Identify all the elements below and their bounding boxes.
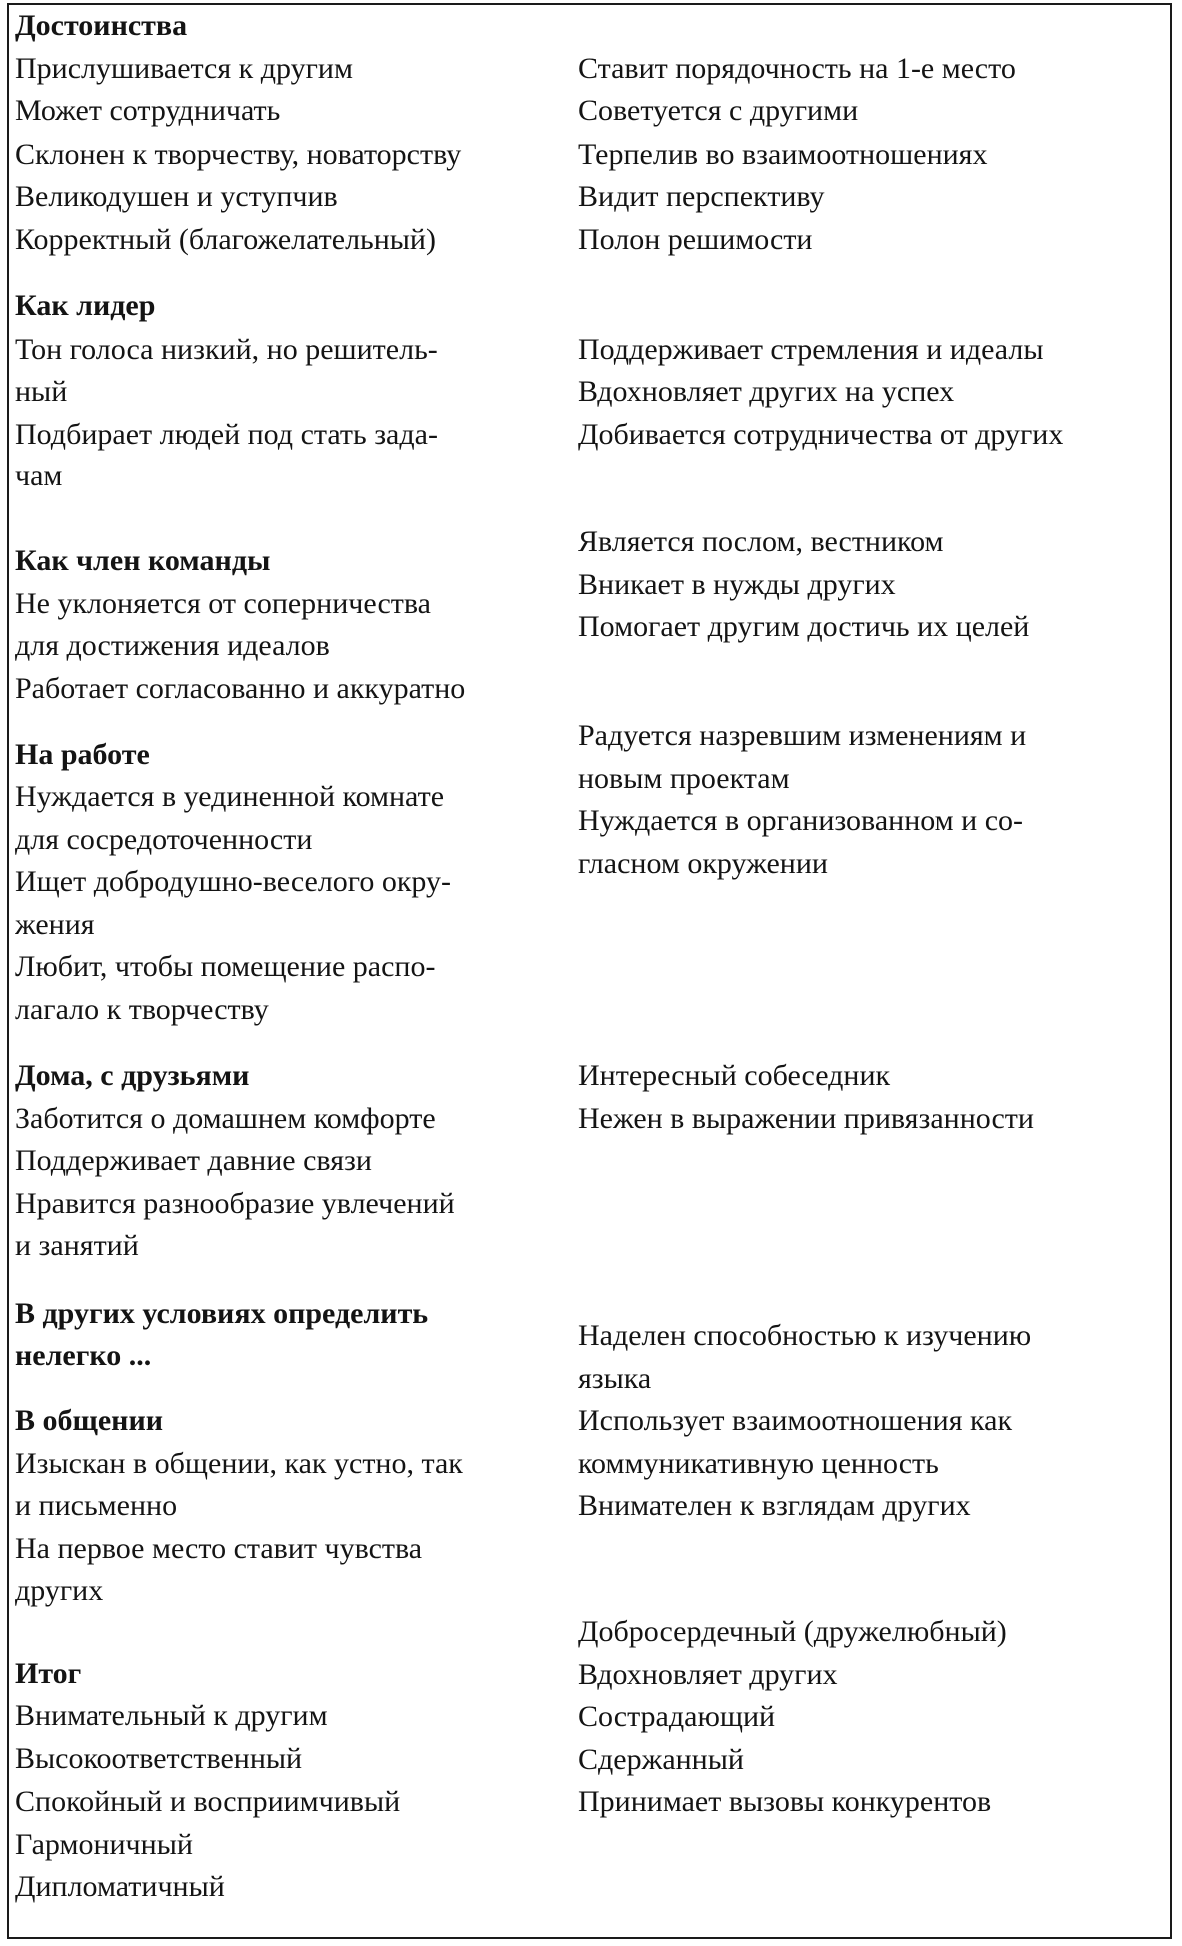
right-item: Добросердечный (дружелюбный) <box>578 1615 1007 1648</box>
section-heading: На работе <box>15 738 150 771</box>
right-item: Наделен способностью к изучению <box>578 1319 1032 1352</box>
left-item: Внимательный к другим <box>15 1699 328 1732</box>
left-item: Нуждается в уединенной комнате <box>15 780 445 813</box>
left-item: для сосредоточенности <box>15 823 313 856</box>
right-item: Добивается сотрудничества от других <box>578 418 1064 451</box>
left-item: Прислушивается к другим <box>15 52 353 85</box>
right-item: Вдохновляет других <box>578 1658 838 1691</box>
left-item: Великодушен и уступчив <box>15 180 338 213</box>
left-item: Изыскан в общении, как устно, так <box>15 1447 463 1480</box>
left-item: Нравится разнообразие увлечений <box>15 1187 455 1220</box>
right-item: коммуникативную ценность <box>578 1447 939 1480</box>
right-item: Сострадающий <box>578 1700 776 1733</box>
left-item: Гармоничный <box>15 1828 193 1861</box>
right-item: Вдохновляет других на успех <box>578 375 955 408</box>
section-heading: нелегко ... <box>15 1339 152 1372</box>
right-item: Интересный собеседник <box>578 1059 891 1092</box>
right-item: Помогает другим достичь их целей <box>578 610 1030 643</box>
right-item: Нуждается в организованном и со- <box>578 804 1024 837</box>
right-item: Видит перспективу <box>578 180 825 213</box>
section-heading: Итог <box>15 1657 82 1690</box>
right-item: Внимателен к взглядам других <box>578 1489 971 1522</box>
right-item: Радуется назревшим изменениям и <box>578 719 1027 752</box>
section-heading: В общении <box>15 1404 164 1437</box>
right-item: Поддерживает стремления и идеалы <box>578 333 1044 366</box>
left-item: чам <box>15 459 63 492</box>
left-item: Поддерживает давние связи <box>15 1144 372 1177</box>
right-item: Нежен в выражении привязанности <box>578 1102 1034 1135</box>
section-heading: Достоинства <box>15 9 188 42</box>
left-item: Корректный (благожелательный) <box>15 223 436 256</box>
left-item: Спокойный и восприимчивый <box>15 1785 401 1818</box>
section-heading: Дома, с друзьями <box>15 1059 250 1092</box>
right-item: Вникает в нужды других <box>578 568 896 601</box>
left-item: Ищет добродушно-веселого окру- <box>15 865 452 898</box>
left-item: Тон голоса низкий, но решитель- <box>15 333 438 366</box>
right-item: Сдержанный <box>578 1743 744 1776</box>
left-item: На первое место ставит чувства <box>15 1532 423 1565</box>
left-item: Высокоответственный <box>15 1742 303 1775</box>
right-item: Ставит порядочность на 1-е место <box>578 52 1016 85</box>
right-item: языка <box>578 1362 652 1395</box>
left-item: для достижения идеалов <box>15 629 330 662</box>
left-item: Дипломатичный <box>15 1870 225 1903</box>
right-item: Советуется с другими <box>578 94 859 127</box>
left-item: и письменно <box>15 1489 178 1522</box>
right-item: гласном окружении <box>578 847 828 880</box>
right-item: Полон решимости <box>578 223 813 256</box>
left-item: Может сотрудничать <box>15 94 281 127</box>
left-item: жения <box>15 908 95 941</box>
right-item: Использует взаимоотношения как <box>578 1404 1013 1437</box>
left-item: лагало к творчеству <box>15 993 269 1026</box>
right-item: новым проектам <box>578 762 790 795</box>
left-item: Подбирает людей под стать зада- <box>15 418 438 451</box>
section-heading: Как лидер <box>15 289 156 322</box>
right-item: Является послом, вестником <box>578 525 944 558</box>
left-item: и занятий <box>15 1229 139 1262</box>
left-item: Не уклоняется от соперничества <box>15 587 431 620</box>
left-item: других <box>15 1574 104 1607</box>
section-heading: В других условиях определить <box>15 1297 429 1330</box>
left-item: Заботится о домашнем комфорте <box>15 1102 436 1135</box>
right-item: Принимает вызовы конкурентов <box>578 1785 992 1818</box>
section-heading: Как член команды <box>15 544 271 577</box>
left-item: ный <box>15 375 68 408</box>
left-item: Склонен к творчеству, новаторству <box>15 138 462 171</box>
left-item: Работает согласованно и аккуратно <box>15 672 466 705</box>
left-item: Любит, чтобы помещение распо- <box>15 950 436 983</box>
right-item: Терпелив во взаимоотношениях <box>578 138 988 171</box>
